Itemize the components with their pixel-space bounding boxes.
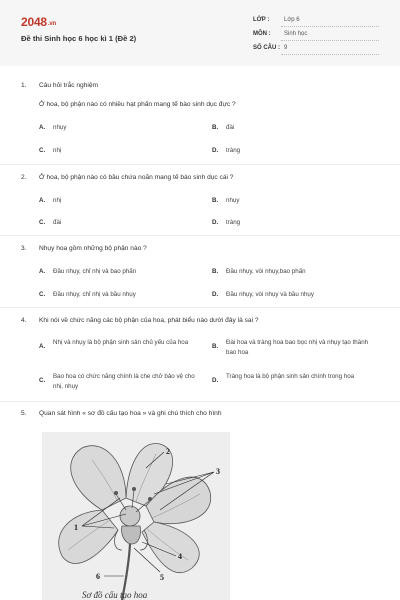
- question-text: Ở hoa, bộ phận nào có bầu chứa noãn mang tế bào sinh dục cái ?: [39, 174, 234, 181]
- figure-caption: Sơ đồ cấu tạo hoa: [82, 590, 148, 600]
- meta-count-value: 9: [284, 45, 288, 51]
- figure-label-4: 4: [178, 552, 182, 561]
- exam-title: Đề thi Sinh học 6 học kì 1 (Đề 2): [21, 34, 137, 43]
- figure-label-1: 1: [74, 523, 78, 532]
- question-text: Khi nói về chức năng các bộ phận của hoa, phát biểu nào dưới đây là sai ?: [39, 317, 259, 324]
- flower-diagram: [42, 432, 230, 600]
- question-1-subtext: Ở hoa, bộ phận nào có nhiều hạt phấn mang tế bào sinh dục đực ?: [39, 101, 236, 108]
- figure-label-3: 3: [216, 467, 220, 476]
- question-number: 3.: [21, 245, 27, 252]
- question-number: 2.: [21, 174, 27, 181]
- meta-subject-key: MÔN :: [253, 31, 271, 37]
- question-text: Câu hỏi trắc nghiệm: [39, 82, 99, 89]
- question-text: Quan sát hình « sơ đồ cấu tạo hoa » và ghi chú thích cho hình: [39, 410, 222, 417]
- figure-label-2: 2: [166, 447, 170, 456]
- exam-header: [0, 0, 400, 66]
- exam-page: 2048.vn Đề thi Sinh học 6 học kì 1 (Đề 2) LỚP : Lớp 6 MÔN : Sinh học SỐ CÂU : 9 1. Câu hỏi trắc nghiệm Ở hoa, bộ phận nào có nhiều hạt phấn mang tế bào sinh dục đực ? A. nhụy B. đài C. nhị D. tràng 2. Ở hoa, bộ phận nào có bầu chứa noãn mang tế bào sinh dục cái ? A. nhị B. nhụy C. đài D. tràng 3. Nhụy hoa gồm những bộ phận nào ? A. Đầu nhụy, chỉ nhị và bao phấn B. Đầu nhụy, vòi nhụy,bao phấn C. Đầu nhụy, chỉ nhị và bầu nhụy D. Đầu nhụy, vòi nhụy và bầu nhụy 4. Khi nói về chức năng các bộ phận của hoa, phát biểu nào dưới đây là sai ? A. Nhị và nhụy là bộ phận sinh sản chủ yếu của hoa B. Đài hoa và tràng hoa bao bọc nhị và nhụy tạo thành bao hoa C. Bao hoa có chức năng chính là che chở bảo vệ cho nhị, nhụy D. Tràng hoa là bộ phận sinh sản chính trong hoa 5. Quan sát hình « sơ đồ cấu tạo hoa » và ghi chú thích cho hình 1 2 3 4 5 6 Sơ đồ cấu tạo hoa: [0, 0, 400, 600]
- question-number: 1.: [21, 82, 27, 89]
- flower-illustration: [42, 432, 230, 600]
- site-logo[interactable]: 2048.vn: [21, 15, 56, 29]
- question-text: Nhụy hoa gồm những bộ phận nào ?: [39, 245, 147, 252]
- meta-count-key: SỐ CÂU :: [253, 45, 280, 51]
- figure-label-5: 5: [160, 573, 164, 582]
- question-number: 5.: [21, 410, 27, 417]
- meta-subject-value: Sinh học: [284, 31, 308, 37]
- meta-grade-value: Lớp 6: [284, 17, 300, 23]
- question-number: 4.: [21, 317, 27, 324]
- figure-label-6: 6: [96, 572, 100, 581]
- meta-grade-key: LỚP :: [253, 17, 270, 23]
